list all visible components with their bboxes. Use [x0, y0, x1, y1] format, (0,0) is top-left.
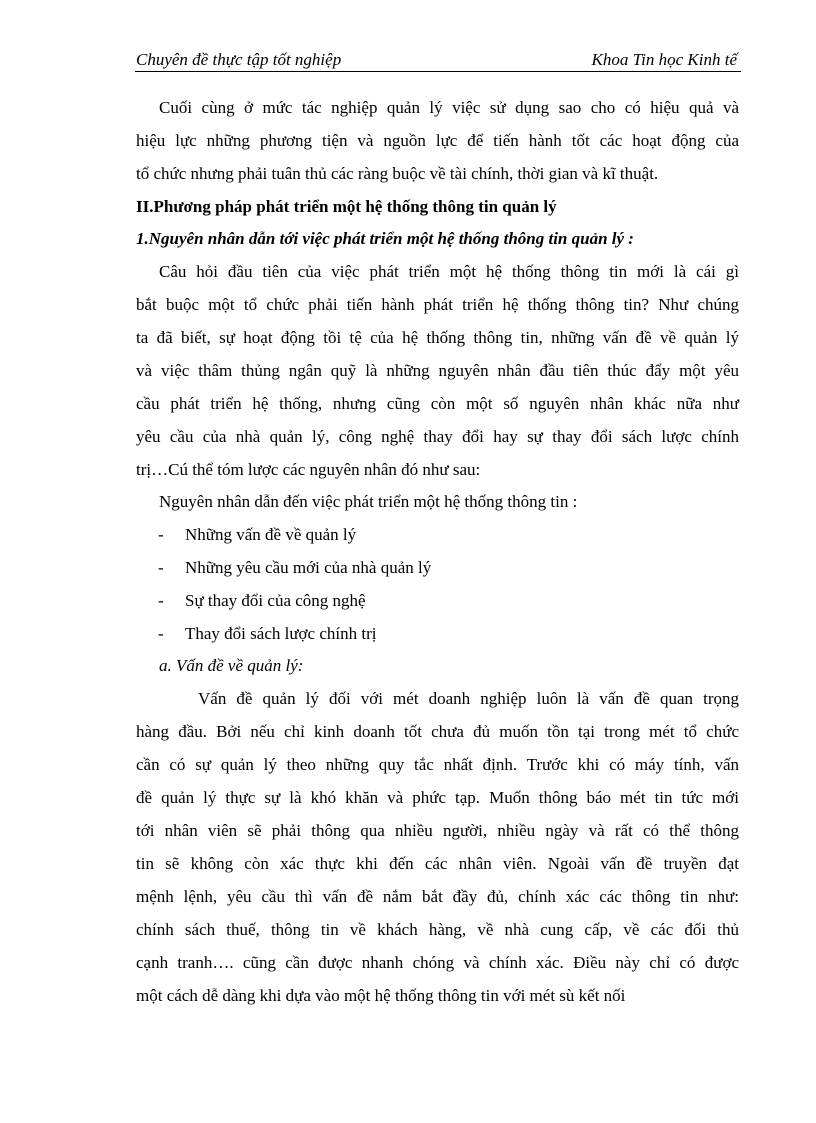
paragraph-line: một cách dễ dàng khi dựa vào một hệ thống thông tin với mét sù kết nối: [136, 986, 626, 1005]
paragraph-line: cầu phát triển hệ thống, nhưng cũng còn một số nguyên nhân khác nữa như: [136, 394, 739, 413]
list-item: - Sự thay đổi của công nghệ: [136, 585, 636, 617]
paragraph-line: chính sách thuế, thông tin về khách hàng, về nhà cung cấp, về các đối thủ: [136, 920, 739, 939]
header-title: Chuyên đề thực tập tốt nghiệp: [136, 50, 342, 69]
paragraph-line: Vấn đề quản lý đối với mét doanh nghiệp luôn là vấn đề quan trọng: [198, 689, 739, 708]
bullet-marker: -: [158, 525, 164, 544]
paragraph-line: hàng đầu. Bởi nếu chỉ kinh doanh tốt chưa đủ muốn tồn tại trong mét tổ chức: [136, 722, 739, 741]
list-item: - Thay đổi sách lược chính trị: [136, 618, 636, 650]
section-heading: II.Phương pháp phát triển một hệ thống thông tin quản lý: [136, 197, 557, 216]
paragraph-line: Cuối cùng ở mức tác nghiệp quản lý việc sử dụng sao cho có hiệu quả và: [159, 98, 739, 117]
list-item: - Những vấn đề về quản lý: [136, 519, 636, 551]
paragraph-line: ta đã biết, sự hoạt động tồi tệ của hệ thống thông tin, những vấn đề về quản lý: [136, 328, 739, 347]
paragraph-line: đề quản lý thực sự là khó khăn và phức tạp. Muốn thông báo mét tin tức mới: [136, 788, 739, 807]
paragraph-line: trị…Cú thể tóm lược các nguyên nhân đó như sau:: [136, 460, 481, 479]
bullet-marker: -: [158, 591, 164, 610]
paragraph-line: và việc thâm thủng ngân quỹ là những nguyên nhân đầu tiên thúc đẩy một yêu: [136, 361, 739, 380]
paragraph-line: Câu hỏi đầu tiên của việc phát triển một hệ thống thông tin mới là cái gì: [159, 262, 739, 281]
list-intro: Nguyên nhân dẫn đến việc phát triển một hệ thống thông tin :: [159, 492, 578, 511]
paragraph-line: yêu cầu của nhà quản lý, công nghệ thay đổi hay sự thay đổi sách lược chính: [136, 427, 739, 446]
paragraph-line: cạnh tranh…. cũng cần được nhanh chóng và chính xác. Điều này chỉ có được: [136, 953, 739, 972]
paragraph-line: cần có sự quản lý theo những quy tắc nhất định. Trước khi có máy tính, vấn: [136, 755, 739, 774]
paragraph-line: tin sẽ không còn xác thực khi đến các nhân viên. Ngoài vấn đề truyền đạt: [136, 854, 739, 873]
paragraph-line: tổ chức nhưng phải tuân thủ các ràng buộc về tài chính, thời gian và kĩ thuật.: [136, 164, 659, 183]
paragraph-line: tới nhân viên sẽ phải thông qua nhiều người, nhiều ngày và rất có thể thông: [136, 821, 739, 840]
paragraph-line: hiệu lực những phương tiện và nguồn lực để tiến hành tốt các hoạt động của: [136, 131, 739, 150]
list-item: - Những yêu cầu mới của nhà quản lý: [136, 552, 636, 584]
subsection-heading: 1.Nguyên nhân dẫn tới việc phát triển một hệ thống thông tin quản lý :: [136, 229, 634, 248]
paragraph-line: mệnh lệnh, yêu cầu thì vấn đề nắm bắt đầy đủ, chính xác các thông tin như:: [136, 887, 739, 906]
bullet-marker: -: [158, 624, 164, 643]
header-department: Khoa Tin học Kinh tế: [591, 50, 737, 69]
subheading-a: a. Vấn đề về quản lý:: [159, 656, 304, 675]
page-header: [135, 47, 741, 72]
paragraph-line: bắt buộc một tổ chức phải tiến hành phát triển hệ thống thông tin? Như chúng: [136, 295, 739, 314]
bullet-marker: -: [158, 558, 164, 577]
